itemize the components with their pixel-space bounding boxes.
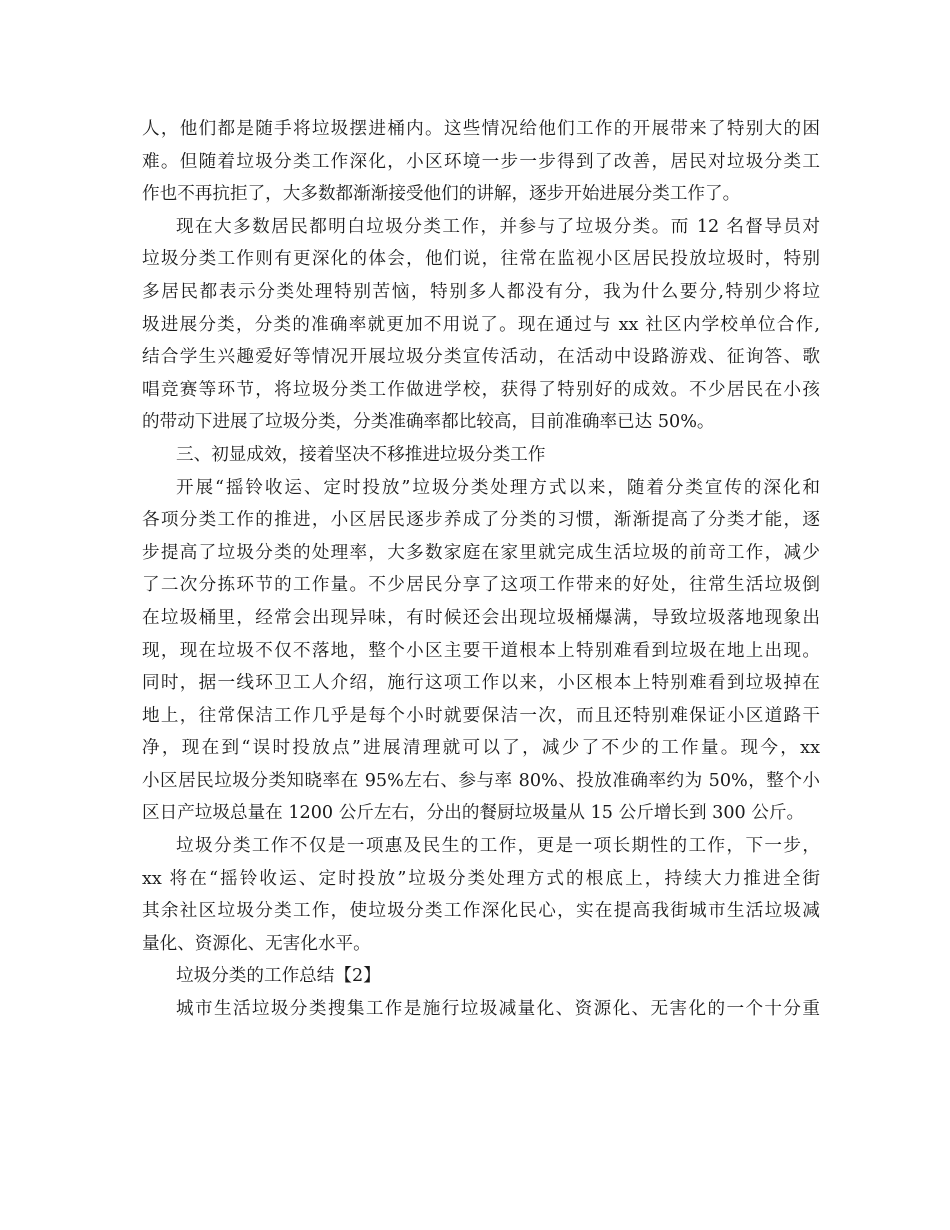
text-line: 圾进展分类，分类的准确率就更加不用说了。现在通过与 xx 社区内学校单位合作, (142, 314, 820, 335)
paragraph-start-line: 垃圾分类工作不仅是一项惠及民生的工作，更是一项长期性的工作，下一步， (176, 836, 820, 857)
text-line: 区日产垃圾总量在 1200 公斤左右，分出的餐厨垃圾量从 15 公斤增长到 300 公斤。 (142, 803, 805, 824)
text-line: 各项分类工作的推进，小区居民逐步养成了分类的习惯，渐渐提高了分类才能，逐 (142, 510, 820, 531)
text-line: 垃圾分类工作则有更深化的体会，他们说，往常在监视小区居民投放垃圾时，特别 (142, 249, 820, 270)
text-line: 了二次分拣环节的工作量。不少居民分享了这项工作带来的好处，往常生活垃圾倒 (142, 575, 820, 596)
paragraph-start-line: 城市生活垃圾分类搜集工作是施行垃圾减量化、资源化、无害化的一个十分重 (176, 999, 820, 1020)
section-heading: 三、初显成效，接着坚决不移推进垃圾分类工作 (176, 444, 546, 465)
text-line: 多居民都表示分类处理特别苦恼，特别多人都没有分，我为什么要分,特别少将垃 (142, 281, 820, 302)
text-line: 作也不再抗拒了，大多数都渐渐接受他们的讲解，逐步开始进展分类工作了。 (142, 184, 741, 205)
document-body (142, 113, 820, 1026)
text-line: 结合学生兴趣爱好等情况开展垃圾分类宣传活动，在活动中设路游戏、征询答、歌 (142, 347, 820, 368)
text-line: 其余社区垃圾分类工作，使垃圾分类工作深化民心，实在提高我街城市生活垃圾减 (142, 901, 820, 922)
text-line: 步提高了垃圾分类的处理率，大多数家庭在家里就完成生活垃圾的前竒工作，减少 (142, 542, 820, 563)
section-heading: 垃圾分类的工作总结【2】 (176, 966, 381, 987)
text-line: 地上，往常保洁工作几乎是每个小时就要保洁一次，而且还特别难保证小区道路干 (142, 705, 820, 726)
text-line: 净，现在到“误时投放点”进展清理就可以了，减少了不少的工作量。现今，xx (142, 738, 820, 759)
text-line: 量化、资源化、无害化水平。 (142, 933, 371, 954)
paragraph-start-line: 开展“摇铃收运、定时投放”垃圾分类处理方式以来，随着分类宣传的深化和 (176, 477, 820, 498)
text-line: 在垃圾桶里，经常会出现异味，有时候还会出现垃圾桶爆满，导致垃圾落地现象出 (142, 607, 820, 628)
text-line: 人，他们都是随手将垃圾摆进桶内。这些情况给他们工作的开展带来了特别大的困 (142, 119, 820, 139)
text-line: 现，现在垃圾不仅不落地，整个小区主要干道根本上特别难看到垃圾在地上出现。 (142, 640, 820, 661)
text-line: xx 将在“摇铃收运、定时投放”垃圾分类处理方式的根底上，持续大力推进全街 (142, 868, 820, 889)
text-line: 唱竞赛等环节，将垃圾分类工作做进学校，获得了特别好的成效。不少居民在小孩 (142, 379, 820, 400)
text-line: 同时，据一线环卫工人介绍，施行这项工作以来，小区根本上特别难看到垃圾掉在 (142, 673, 820, 694)
text-line: 难。但随着垃圾分类工作深化，小区环境一步一步得到了改善，居民对垃圾分类工 (142, 151, 820, 172)
text-line: 的带动下进展了垃圾分类，分类准确率都比较高，目前准确率已达 50%。 (142, 412, 715, 433)
text-line: 小区居民垃圾分类知晓率在 95%左右、参与率 80%、投放准确率约为 50%，整个小 (142, 770, 820, 791)
paragraph-start-line: 现在大多数居民都明白垃圾分类工作，并参与了垃圾分类。而 12 名督导员对 (176, 216, 820, 237)
